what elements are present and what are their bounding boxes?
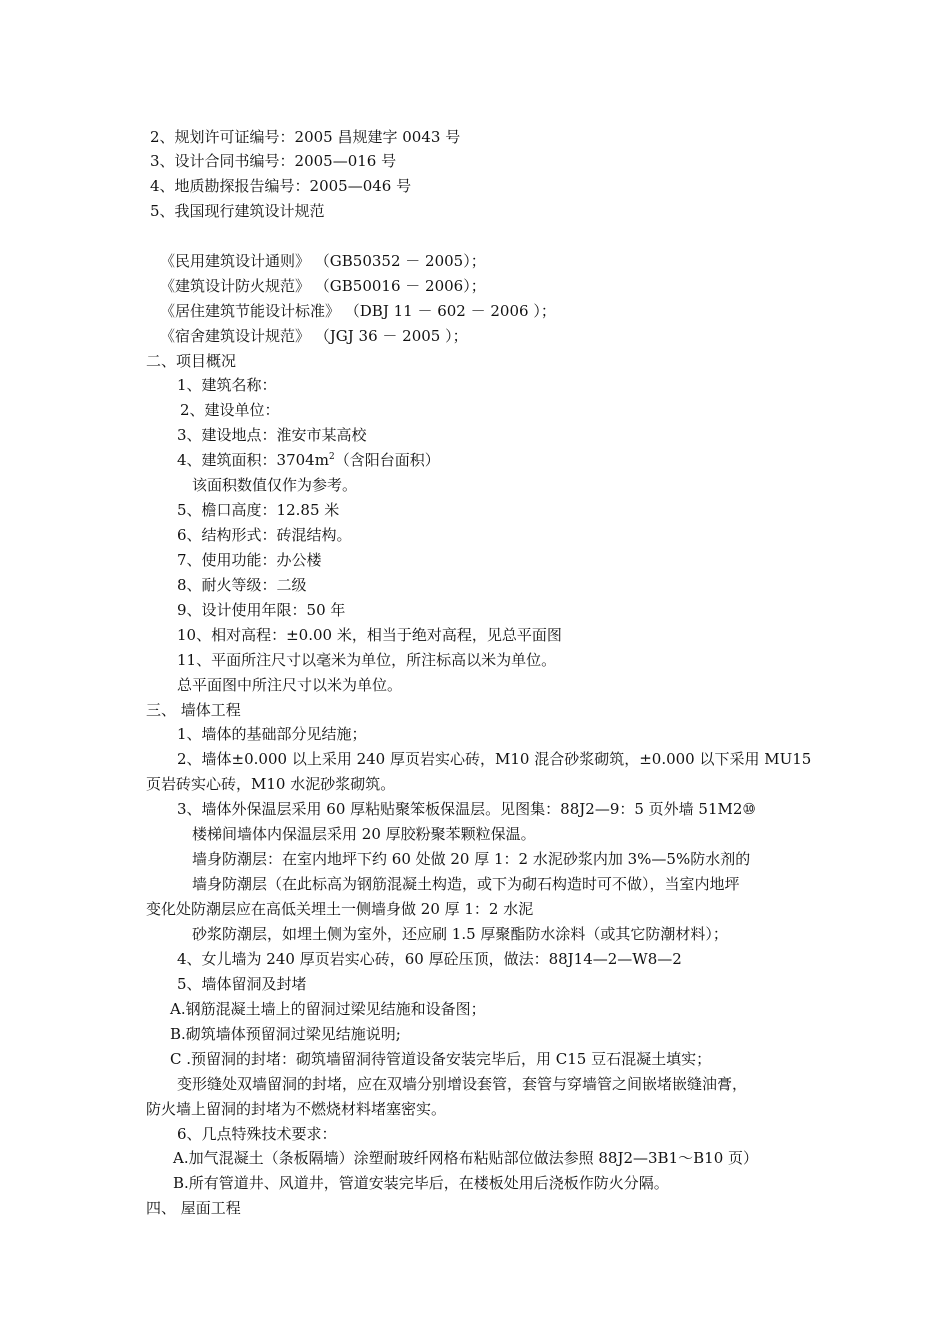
text-line: 变形缝处双墙留洞的封堵，应在双墙分别增设套管，套管与穿墙管之间嵌堵嵌缝油膏， bbox=[177, 1075, 748, 1093]
text-line: 5、我国现行建筑设计规范 bbox=[150, 202, 325, 220]
text-line: 11、平面所注尺寸以毫米为单位，所注标高以米为单位。 bbox=[177, 651, 557, 669]
superscript: 2 bbox=[328, 452, 335, 462]
area-note: （含阳台面积） bbox=[334, 451, 440, 469]
text-line bbox=[177, 450, 440, 470]
text-line: C .预留洞的封堵：砌筑墙留洞待管道设备安装完毕后，用 C15 豆石混凝土填实； bbox=[170, 1050, 712, 1068]
text-line: 《民用建筑设计通则》 （GB50352 － 2005）； bbox=[160, 252, 486, 270]
area-label: 4、建筑面积：3704m bbox=[177, 451, 329, 469]
section-heading: 三、 墙体工程 bbox=[146, 701, 241, 719]
text-line: 3、设计合同书编号：2005—016 号 bbox=[150, 152, 397, 170]
text-line: 6、结构形式：砖混结构。 bbox=[177, 526, 352, 544]
text-line: 2、规划许可证编号：2005 昌规建字 0043 号 bbox=[150, 128, 461, 146]
text-line: 1、墙体的基础部分见结施； bbox=[177, 725, 367, 743]
text-line: 7、使用功能：办公楼 bbox=[177, 551, 322, 569]
text-line: 3、墙体外保温层采用 60 厚粘贴聚笨板保温层。见图集：88J2—9：5 页外墙 51M2⑩ bbox=[177, 800, 756, 818]
text-line: 《宿舍建筑设计规范》 （JGJ 36 － 2005 ）； bbox=[160, 327, 468, 345]
text-line: 3、建设地点：淮安市某高校 bbox=[177, 426, 367, 444]
text-line: 该面积数值仅作为参考。 bbox=[192, 476, 358, 494]
text-line: 2、墙体±0.000 以上采用 240 厚页岩实心砖，M10 混合砂浆砌筑，±0.000 以下采用 MU15 bbox=[177, 750, 812, 768]
text-line: 9、设计使用年限：50 年 bbox=[177, 601, 346, 619]
text-line: 1、建筑名称： bbox=[177, 376, 277, 394]
text-line: 墙身防潮层（在此标高为钢筋混凝土构造，或下为砌石构造时可不做），当室内地坪 bbox=[192, 875, 740, 893]
text-line: 6、几点特殊技术要求： bbox=[177, 1125, 337, 1143]
text-line: 2、建设单位： bbox=[180, 401, 280, 419]
text-line: 总平面图中所注尺寸以米为单位。 bbox=[177, 676, 403, 694]
text-line: 砂浆防潮层，如埋土侧为室外，还应刷 1.5 厚聚酯防水涂料（或其它防潮材料）； bbox=[192, 925, 728, 943]
text-line: 《居住建筑节能设计标准》 （DBJ 11 － 602 － 2006 ）； bbox=[160, 302, 556, 320]
text-line: 《建筑设计防火规范》 （GB50016 － 2006）； bbox=[160, 277, 486, 295]
text-line: 页岩砖实心砖，M10 水泥砂浆砌筑。 bbox=[146, 775, 396, 793]
text-line: 变化处防潮层应在高低关埋土一侧墙身做 20 厚 1：2 水泥 bbox=[146, 900, 534, 918]
text-line: A.钢筋混凝土墙上的留洞过梁见结施和设备图； bbox=[170, 1000, 486, 1018]
section-heading: 二、项目概况 bbox=[146, 352, 237, 370]
text-line: A.加气混凝土（条板隔墙）涂塑耐玻纤网格布粘贴部位做法参照 88J2—3B1～B10 页） bbox=[173, 1149, 759, 1167]
text-line: 4、地质勘探报告编号：2005—046 号 bbox=[150, 177, 412, 195]
text-line: 4、女儿墙为 240 厚页岩实心砖，60 厚砼压顶，做法：88J14—2—W8—2 bbox=[177, 950, 682, 968]
text-line: 8、耐火等级：二级 bbox=[177, 576, 307, 594]
text-line: 5、墙体留洞及封堵 bbox=[177, 975, 307, 993]
text-line: B.所有管道井、风道井，管道安装完毕后，在楼板处用后浇板作防火分隔。 bbox=[173, 1174, 669, 1192]
text-line: 墙身防潮层：在室内地坪下约 60 处做 20 厚 1：2 水泥砂浆内加 3%—5%防水剂的 bbox=[192, 850, 751, 868]
section-heading: 四、 屋面工程 bbox=[146, 1199, 241, 1217]
text-line: 楼梯间墙体内保温层采用 20 厚胶粉聚苯颗粒保温。 bbox=[192, 825, 536, 843]
text-line: B.砌筑墙体预留洞过梁见结施说明; bbox=[170, 1025, 401, 1043]
text-line: 防火墙上留洞的封堵为不燃烧材料堵塞密实。 bbox=[146, 1100, 447, 1118]
text-line: 5、檐口高度：12.85 米 bbox=[177, 501, 340, 519]
text-line: 10、相对高程：±0.00 米，相当于绝对高程，见总平面图 bbox=[177, 626, 562, 644]
